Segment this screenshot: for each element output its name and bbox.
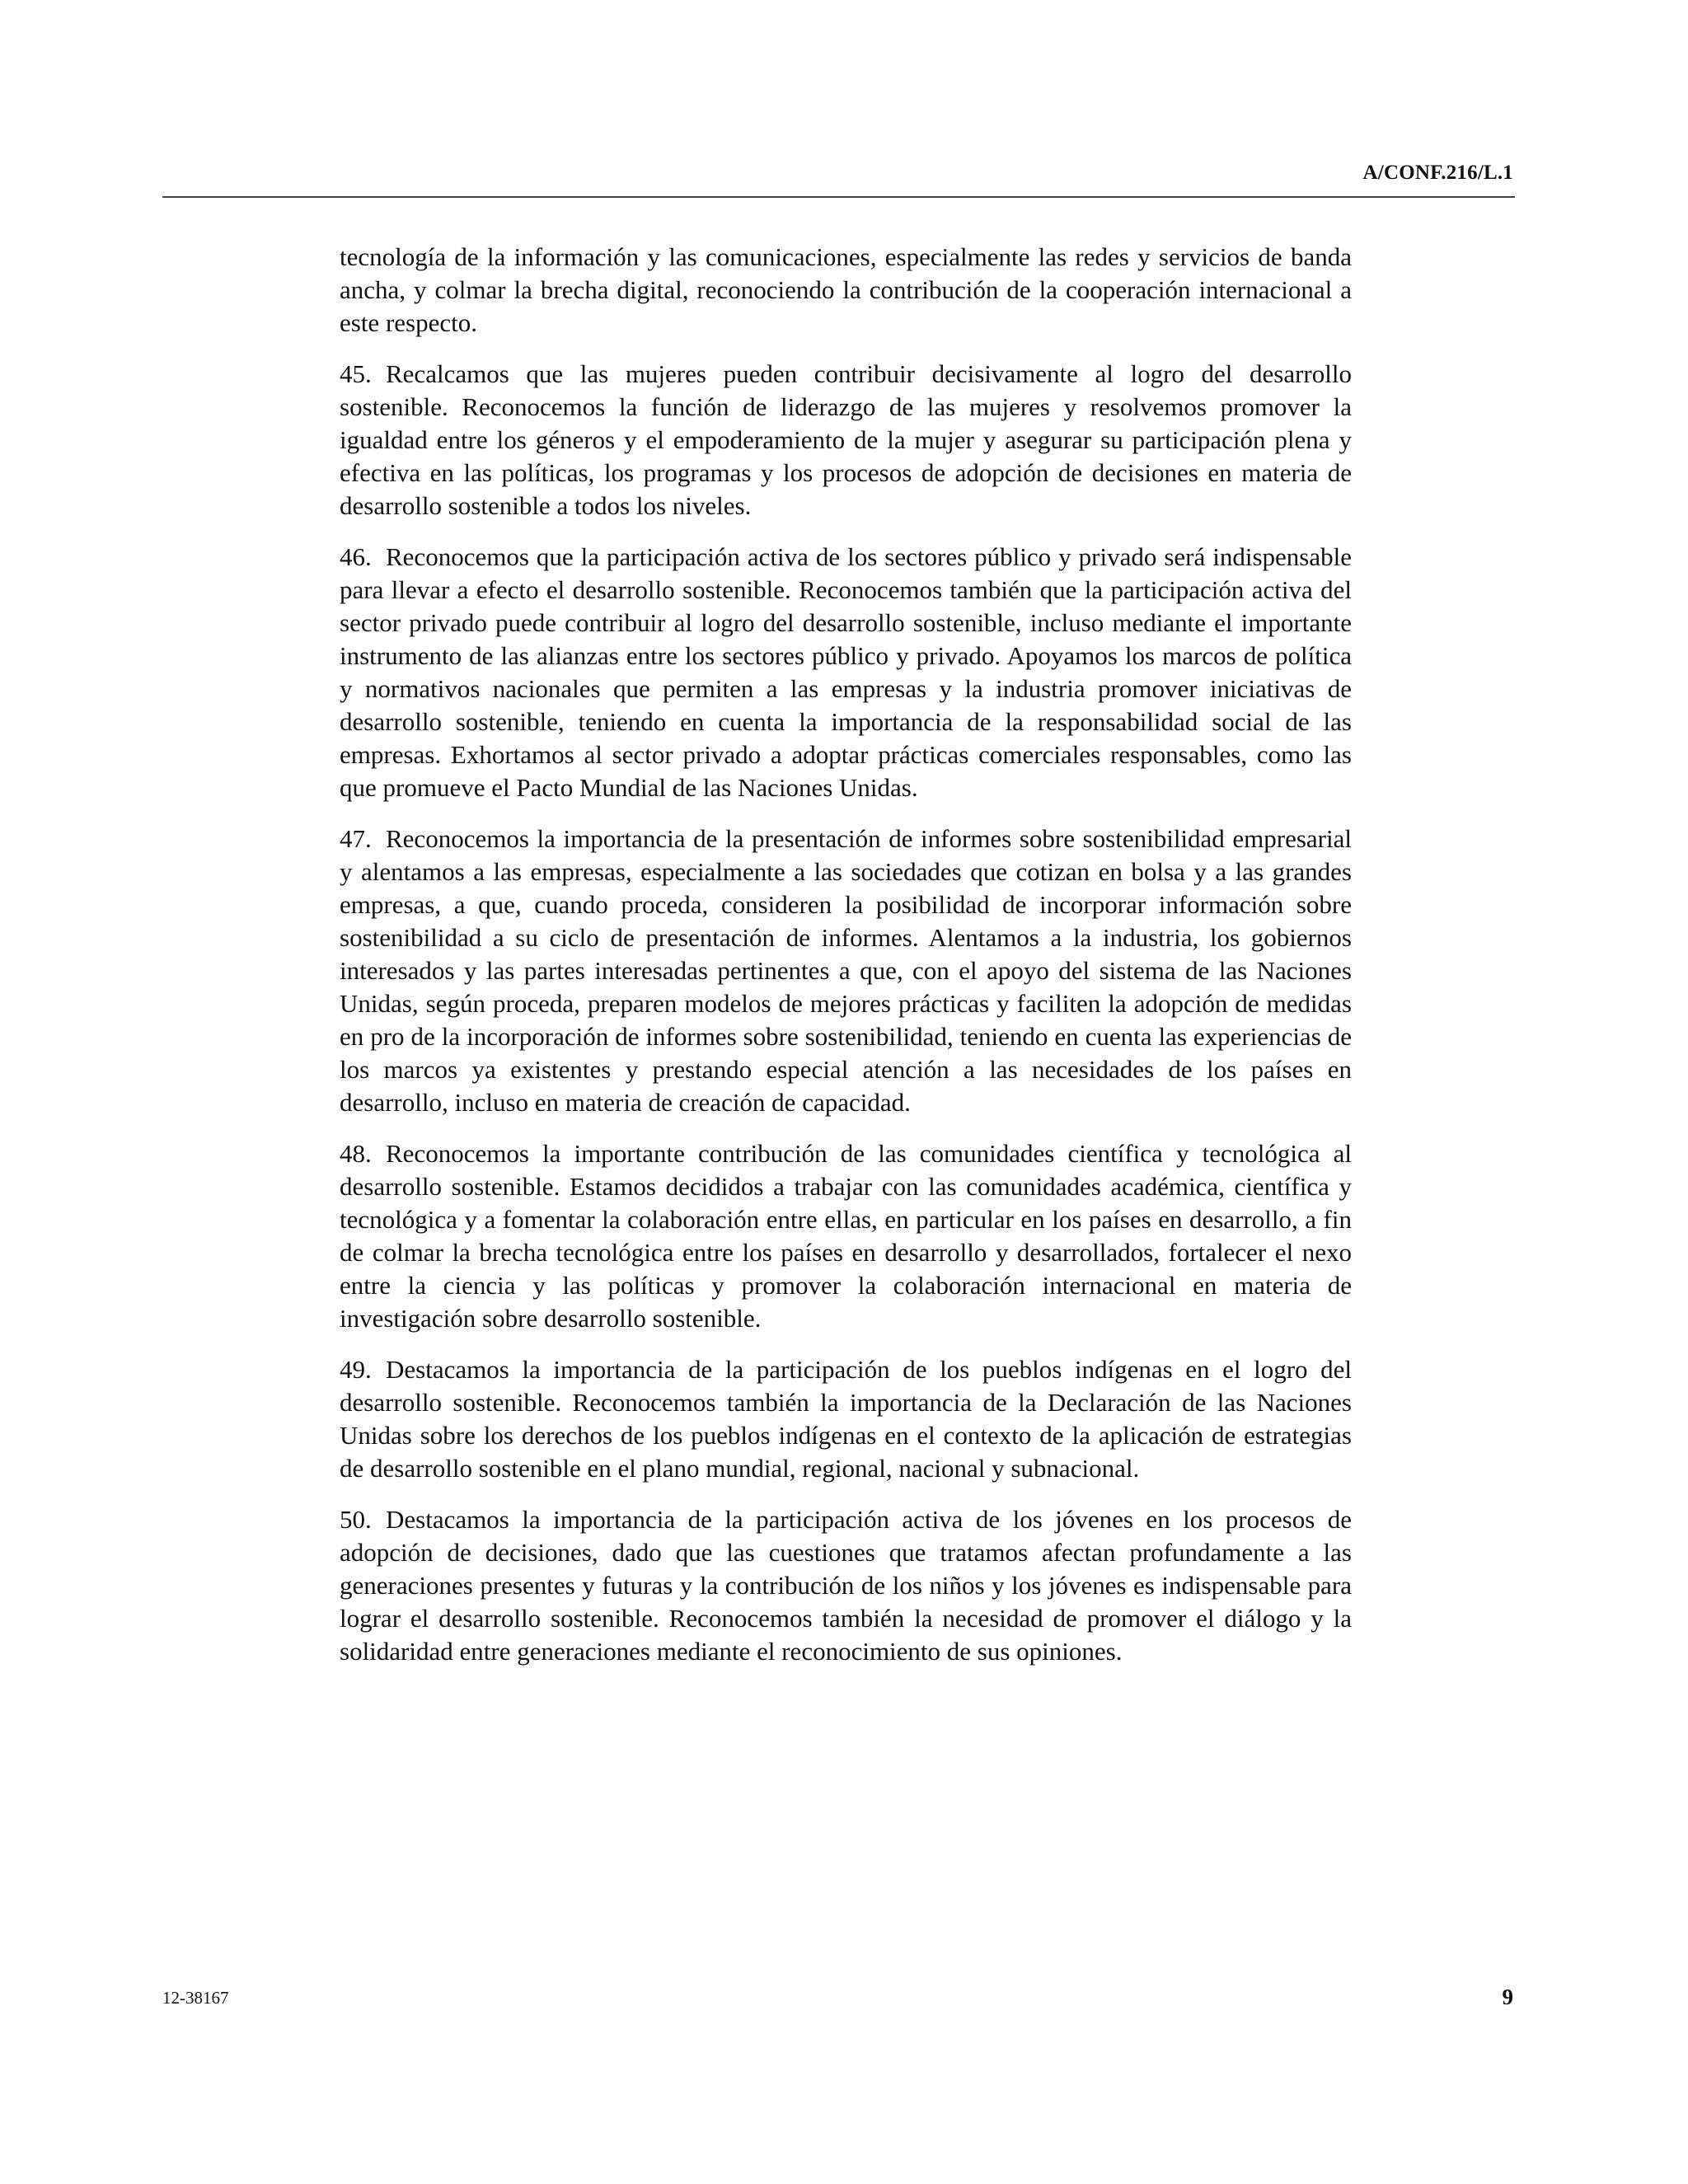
paragraph-text: Reconocemos la importancia de la presentación de informes sobre sostenibilidad empresarial y alentamos a las empresas, especialmente a las sociedades que cotizan en bolsa y a las grandes empresas, a que, cuando proceda, consideren la posibilidad de incorporar información sobre sostenibilidad a su ciclo de presentación de informes. Alentamos a la industria, los gobiernos interesados y las partes interesadas pertinentes a que, con el apoyo del sistema de las Naciones Unidas, según proceda, preparen modelos de mejores prácticas y faciliten la adopción de medidas en pro de la incorporación de informes sobre sostenibilidad, teniendo en cuenta las experiencias de los marcos ya existentes y prestando especial atención a las necesidades de los países en desarrollo, incluso en materia de creación de capacidad. [340, 824, 1352, 1117]
job-number: 12-38167 [162, 1988, 229, 2008]
paragraph-number: 47. [340, 824, 372, 853]
paragraph-text: Destacamos la importancia de la participación de los pueblos indígenas en el logro del desarrollo sostenible. Reconocemos también la importancia de la Declaración de las Naciones Unidas sobre los derechos de los pueblos indígenas en el contexto de la aplicación de estrategias de desarrollo sostenible en el plano mundial, regional, nacional y subnacional. [340, 1355, 1352, 1483]
document-symbol: A/CONF.216/L.1 [1362, 162, 1513, 184]
paragraph-49 [340, 1353, 1352, 1485]
paragraph-text: Recalcamos que las mujeres pueden contribuir decisivamente al logro del desarrollo sostenible. Reconocemos la función de liderazgo de las mujeres y resolvemos promover la igualdad entre los géneros y el empoderamiento de la mujer y asegurar su participación plena y efectiva en las políticas, los programas y los procesos de adopción de decisiones en materia de desarrollo sostenible a todos los niveles. [340, 359, 1352, 520]
continuation-paragraph: tecnología de la información y las comunicaciones, especialmente las redes y servicios de banda ancha, y colmar la brecha digital, reconociendo la contribución de la cooperación internacional a este respecto. [340, 242, 1352, 337]
paragraph-50 [340, 1503, 1352, 1668]
paragraph-text: Reconocemos que la participación activa de los sectores público y privado será indispensable para llevar a efecto el desarrollo sostenible. Reconocemos también que la participación activa del sector privado puede contribuir al logro del desarrollo sostenible, incluso mediante el importante instrumento de las alianzas entre los sectores público y privado. Apoyamos los marcos de política y normativos nacionales que permiten a las empresas y la industria promover iniciativas de desarrollo sostenible, teniendo en cuenta la importancia de la responsabilidad social de las empresas. Exhortamos al sector privado a adoptar prácticas comerciales responsables, como las que promueve el Pacto Mundial de las Naciones Unidas. [340, 542, 1352, 802]
paragraph-number: 45. [340, 359, 372, 388]
document-body [340, 241, 1352, 1686]
paragraph-number: 48. [340, 1139, 372, 1168]
paragraph-number: 46. [340, 542, 372, 571]
paragraph-48 [340, 1137, 1352, 1335]
paragraph-47 [340, 823, 1352, 1119]
paragraph-number: 49. [340, 1355, 372, 1384]
paragraph-text: Destacamos la importancia de la participación activa de los jóvenes en los procesos de adopción de decisiones, dado que las cuestiones que tratamos afectan profundamente a las generaciones presentes y futuras y la contribución de los niños y los jóvenes es indispensable para lograr el desarrollo sostenible. Reconocemos también la necesidad de promover el diálogo y la solidaridad entre generaciones mediante el reconocimiento de sus opiniones. [340, 1505, 1352, 1666]
header-rule [162, 196, 1515, 198]
paragraph-45 [340, 358, 1352, 523]
paragraph-number: 50. [340, 1505, 372, 1534]
paragraph-46 [340, 541, 1352, 804]
page-number: 9 [1502, 1985, 1513, 2009]
paragraph-text: Reconocemos la importante contribución de las comunidades científica y tecnológica al desarrollo sostenible. Estamos decididos a trabajar con las comunidades académica, científica y tecnológica y a fomentar la colaboración entre ellas, en particular en los países en desarrollo, a fin de colmar la brecha tecnológica entre los países en desarrollo y desarrollados, fortalecer el nexo entre la ciencia y las políticas y promover la colaboración internacional en materia de investigación sobre desarrollo sostenible. [340, 1139, 1352, 1333]
